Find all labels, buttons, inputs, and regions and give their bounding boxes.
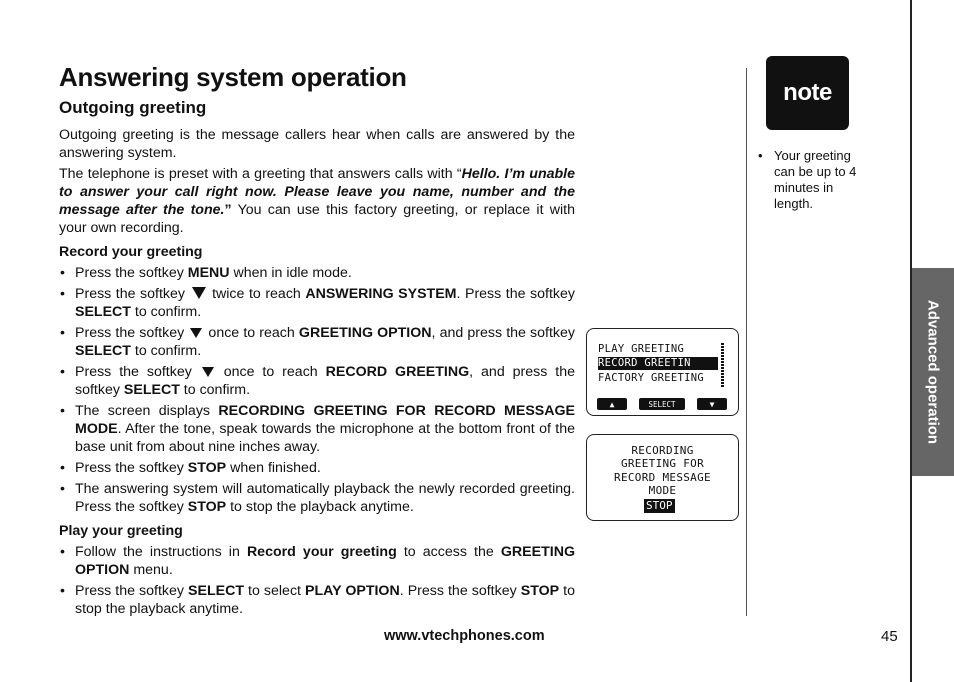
down-arrow-icon [202,367,214,377]
section-tab [912,268,954,476]
list-item: • The answering system will automatically playback the newly recorded greeting. Press the softkey STOP to stop the playback anytime. [59,480,575,516]
lcd-menu-line: FACTORY GREETING [598,372,704,384]
section-heading: Outgoing greeting [59,98,207,117]
down-arrow-softkey[interactable]: ▼ [697,398,727,410]
list-item: • Press the softkey SELECT to select PLAY OPTION. Press the softkey STOP to stop the playback anytime. [59,582,575,618]
main-column [59,126,575,621]
lcd-menu-screen [586,328,739,416]
record-heading: Record your greeting [59,244,203,260]
up-arrow-softkey[interactable]: ▲ [597,398,627,410]
lcd-recording-screen [586,434,739,521]
list-item: • Press the softkey twice to reach ANSWERING SYSTEM. Press the softkey SELECT to confirm. [59,285,575,321]
play-heading: Play your greeting [59,523,183,539]
section-tab-label: Advanced operation [924,299,942,445]
record-steps [59,264,575,516]
lcd-menu-line: PLAY GREETING [598,343,685,355]
down-arrow-icon [190,328,202,338]
list-item: • The screen displays RECORDING GREETING FOR RECORD MESSAGE MODE. After the tone, speak towards the microphone at the bottom front of the base unit from about nine inches away. [59,402,575,456]
scroll-indicator [721,343,724,387]
list-item: • Your greeting can be up to 4 minutes in length. [758,148,868,212]
list-item: • Follow the instructions in Record your greeting to access the GREETING OPTION menu. [59,543,575,579]
factory-greeting-quote: Hello. I’m unable to answer your call right now. Please leave you name, number and the message after the tone. [59,166,576,218]
list-item: • Press the softkey STOP when finished. [59,459,575,477]
list-item: • Press the softkey once to reach GREETING OPTION, and press the softkey SELECT to confirm. [59,324,575,360]
softkey-bar [597,398,727,410]
column-divider [746,68,747,616]
note-badge: note [766,56,849,130]
list-item: • Press the softkey MENU when in idle mode. [59,264,575,282]
list-item: • Press the softkey once to reach RECORD GREETING, and press the softkey SELECT to confirm. [59,363,575,399]
lcd-recording-line: GREETING FOR [620,457,705,470]
lcd-recording-line: RECORDING [631,444,694,457]
lcd-recording-line: MODE [648,484,677,497]
stop-softkey[interactable]: STOP [646,499,673,512]
lcd-menu-line-selected: RECORD GREETIN [598,357,718,370]
page-title: Answering system operation [59,62,407,92]
lcd-recording-line: RECORD MESSAGE [614,471,711,484]
play-steps [59,543,575,618]
preset-paragraph: The telephone is preset with a greeting that answers calls with “Hello. I’m unable to answer your call right now. Please leave you name, number and the message after the tone.” You can use this factory greeting, or replace it with your own recording. [59,166,576,236]
intro-paragraph: Outgoing greeting is the message callers hear when calls are answered by the answering system. [59,127,575,161]
note-text [758,148,868,212]
footer-url: www.vtechphones.com [384,628,545,644]
page-number: 45 [881,628,898,645]
down-arrow-icon [192,287,206,299]
select-softkey[interactable]: SELECT [639,398,685,410]
